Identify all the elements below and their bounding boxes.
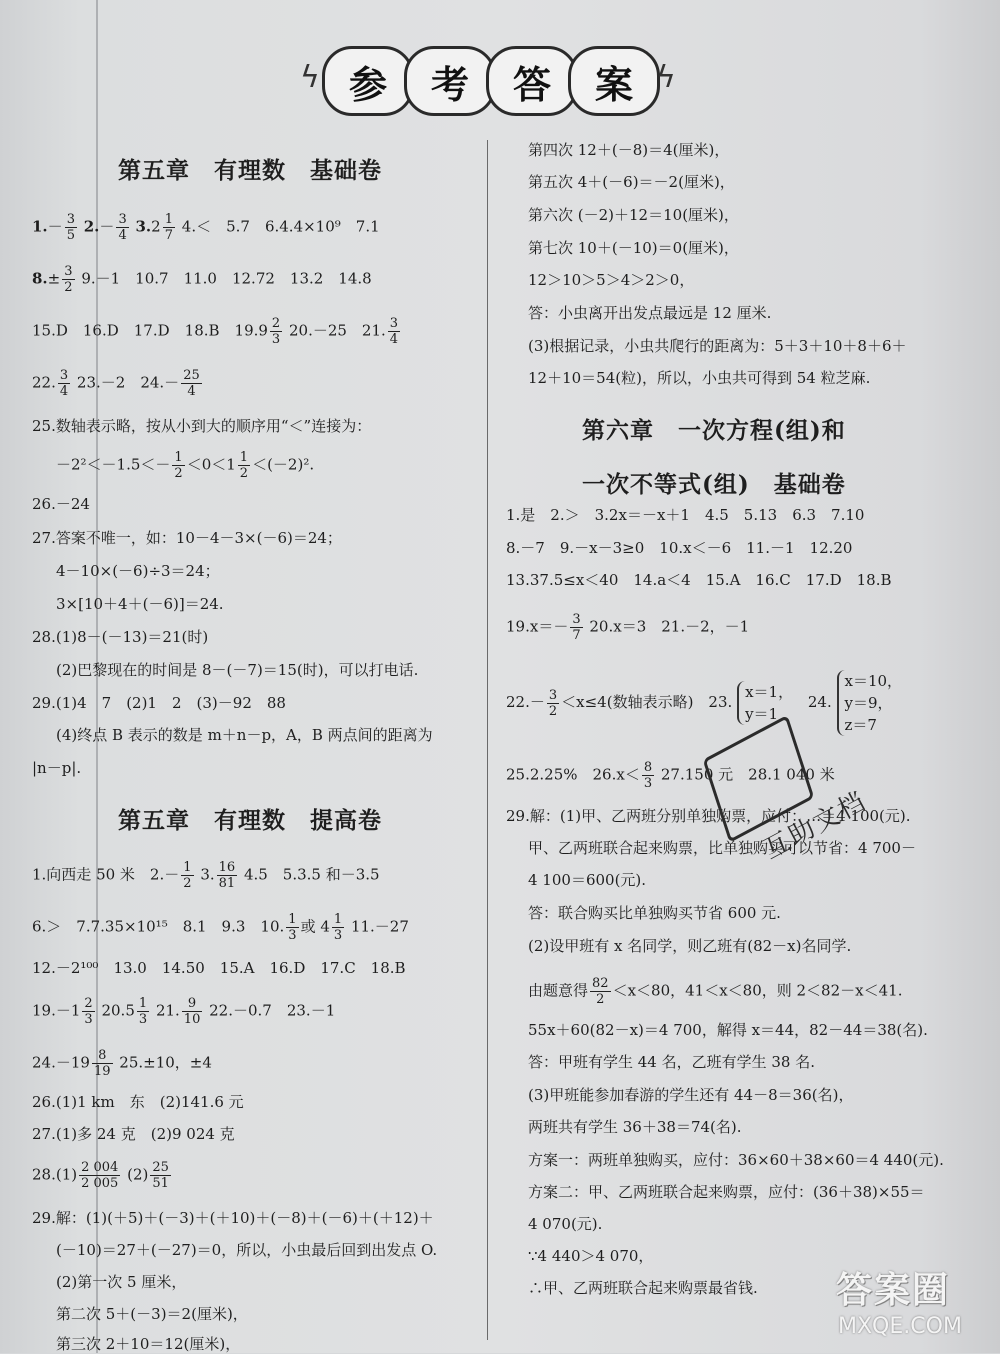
answer-text: 15.D 16.D 17.D 18.B 19.9 — [32, 321, 268, 340]
fraction — [217, 860, 238, 891]
answer-line-p26: 26.(1)1 km 东 (2)141.6 元 — [32, 1093, 244, 1111]
numerator: 2 — [84, 996, 93, 1011]
stamp-text: 互助文档 — [758, 786, 872, 866]
numerator: 3 — [548, 687, 558, 703]
answer-text: 19.x＝－ — [506, 617, 569, 636]
numerator: 1 — [239, 450, 249, 465]
answer-text: 19.－1 — [32, 1001, 81, 1020]
equation-row: x＝1， — [745, 683, 794, 701]
answer-line-q29b: (4)终点 B 表示的数是 m＋n－p，A，B 两点间的距离为 — [56, 726, 433, 744]
answer-text: 25.2.25% 26.x＜ — [506, 765, 640, 784]
fraction — [116, 212, 128, 243]
numerator: 25 — [183, 368, 200, 383]
answer-text: ＜0＜1 — [186, 455, 236, 474]
answer-line-q25b — [56, 450, 314, 481]
denominator: 3 — [333, 928, 343, 943]
numerator: 3 — [572, 612, 581, 627]
answer-line-p12: 12.－2¹⁰⁰ 13.0 14.50 15.A 16.D 17.C 18.B — [32, 959, 406, 977]
answer-text: 6.＞ 7.7.35×10¹⁵ 8.1 9.3 10. — [32, 917, 285, 936]
answer-text: 9.－1 10.7 11.0 12.72 13.2 14.8 — [81, 269, 372, 288]
answer-text: 22. — [32, 373, 56, 392]
denominator: 2 — [183, 876, 192, 891]
fraction — [137, 996, 149, 1027]
fraction — [163, 212, 175, 243]
banner-char-1: 参 — [322, 46, 414, 116]
fraction — [150, 1160, 171, 1191]
fraction — [182, 996, 203, 1027]
answer-line-p1 — [32, 860, 380, 891]
answer-line-r2: 第五次 4＋(－6)＝－2(厘米)， — [528, 173, 735, 191]
answer-line-r5: 12＞10＞5＞4＞2＞0， — [528, 271, 695, 289]
answer-text: 23.－2 24.－ — [76, 373, 180, 392]
answer-line-q8 — [32, 264, 372, 295]
answer-line-p29e: 第三次 2＋10＝12(厘米)， — [56, 1335, 241, 1353]
answer-line-s22 — [506, 670, 902, 736]
answer-line-q25a: 25.数轴表示略，按从小到大的顺序用“＜”连接为： — [32, 417, 372, 435]
answer-line-s13: 13.37.5≤x＜40 14.a＜4 15.A 16.C 17.D 18.B — [506, 571, 892, 589]
column-divider — [487, 140, 488, 1340]
denominator: 7 — [572, 628, 581, 643]
numerator: 8 — [643, 760, 653, 775]
answer-text: －2²＜－1.5＜－ — [56, 455, 171, 474]
answer-line-p29c: (2)第一次 5 厘米， — [56, 1273, 187, 1291]
answer-text: 11.－27 — [350, 917, 409, 936]
denominator: 51 — [152, 1176, 169, 1191]
answer-line-r8: 12＋10＝54(粒)，所以，小虫共可得到 54 粒芝麻. — [528, 369, 871, 387]
denominator: 19 — [93, 1064, 111, 1079]
answer-line-q28b: (2)巴黎现在的时间是 8－(－7)＝15(时)，可以打电话. — [56, 661, 419, 679]
answer-text: 27.150 元 28.1 040 米 — [660, 765, 835, 784]
lightning-left-icon: ϟ — [300, 60, 320, 95]
answer-line-s19 — [506, 612, 749, 643]
numerator: 3 — [389, 316, 399, 331]
section-title-ch6-b: 一次不等式(组) 基础卷 — [582, 471, 846, 498]
equation-row: x＝10， — [844, 672, 903, 690]
answer-text: － — [47, 217, 63, 236]
fraction — [642, 760, 654, 791]
answer-text: (2) — [127, 1165, 149, 1184]
fraction — [58, 368, 70, 399]
numerator: 1 — [164, 212, 173, 227]
answer-line-q26: 26.－24 — [32, 495, 90, 513]
answer-text: ± — [47, 269, 61, 288]
denominator: 4 — [118, 228, 127, 243]
answer-line-q15 — [32, 316, 402, 347]
answer-line-s29a: 29.解：(1)甲、乙两班分别单独购票，应付：…＝4 100(元). — [506, 807, 911, 825]
numerator: 3 — [118, 212, 127, 227]
answer-line-s29i: (3)甲班能参加春游的学生还有 44－8＝36(名)， — [528, 1086, 854, 1104]
watermark-logo-text: 答案圈 — [836, 1270, 951, 1311]
fraction — [79, 1160, 120, 1191]
q-num: 1. — [32, 217, 48, 236]
denominator: 3 — [643, 776, 653, 791]
answer-line-s1: 1.是 2.＞ 3.2x＝－x＋1 4.5 5.13 6.3 7.10 — [506, 506, 865, 524]
banner-char-2: 考 — [404, 46, 496, 116]
answer-line-p6 — [32, 912, 409, 943]
answer-line-r4: 第七次 10＋(－10)＝0(厘米)， — [528, 239, 739, 257]
answer-line-p29a: 29.解：(1)(＋5)＋(－3)＋(＋10)＋(－8)＋(－6)＋(＋12)＋ — [32, 1209, 434, 1227]
numerator: 2 — [271, 316, 281, 331]
numerator: 16 — [218, 860, 236, 875]
answer-line-q27a: 27.答案不唯一，如：10－4－3×(－6)＝24； — [32, 529, 342, 547]
denominator: 81 — [218, 876, 236, 891]
answer-line-s29e: (2)设甲班有 x 名同学，则乙班有(82－x)名同学. — [528, 937, 852, 955]
denominator: 3 — [138, 1012, 148, 1027]
section-title-ch5-basic: 第五章 有理数 基础卷 — [118, 157, 382, 184]
fraction — [286, 912, 298, 943]
answer-line-s29g: 55x＋60(82－x)＝4 700，解得 x＝44，82－44＝38(名). — [528, 1021, 928, 1039]
denominator: 2 005 — [81, 1176, 119, 1191]
numerator: 9 — [182, 996, 203, 1012]
answer-text: 28.(1) — [32, 1165, 78, 1184]
answer-text: 3. — [200, 865, 215, 884]
answer-text: ＜x≤4(数轴表示略) 23. — [561, 693, 733, 711]
equation-system-24 — [837, 670, 903, 736]
numerator: 1 — [333, 912, 343, 927]
denominator: 3 — [84, 1012, 93, 1027]
fraction — [62, 264, 74, 295]
fraction — [92, 1048, 113, 1079]
denominator: 7 — [164, 228, 173, 243]
answer-text: － — [99, 217, 115, 236]
banner-char-3: 答 — [486, 46, 578, 116]
section-title-ch5-advanced: 第五章 有理数 提高卷 — [118, 807, 382, 834]
fraction — [570, 612, 582, 643]
answer-text: 或 4 — [300, 917, 330, 936]
q-num: 8. — [32, 269, 48, 288]
answer-text: 20.x＝3 21.－2，－1 — [589, 617, 750, 636]
banner-char-4: 案 — [568, 46, 660, 116]
watermark-url: MXQE.COM — [838, 1314, 962, 1339]
answer-line-q29a: 29.(1)4 7 (2)1 2 (3)－92 88 — [32, 694, 286, 712]
answer-text: 20.5 — [101, 1001, 135, 1020]
numerator: 1 — [138, 996, 148, 1011]
numerator: 1 — [174, 450, 183, 465]
answer-line-s8: 8.－7 9.－x－3≥0 10.x＜－6 11.－1 12.20 — [506, 539, 853, 557]
answer-line-s29o: ∴甲、乙两班联合起来购票最省钱. — [528, 1279, 758, 1297]
answer-text: 1.向西走 50 米 2.－ — [32, 865, 180, 884]
answer-line-p29b: (－10)＝27＋(－27)＝0，所以，小虫最后回到出发点 O. — [56, 1241, 438, 1259]
answer-line-s29m: 4 070(元). — [528, 1215, 603, 1233]
numerator: 1 — [183, 860, 192, 875]
numerator: 2 004 — [81, 1160, 119, 1175]
answer-line-s29d: 答：联合购买比单独购买节省 600 元. — [528, 904, 781, 922]
answer-text: 4.＜ 5.7 6.4.4×10⁹ 7.1 — [181, 217, 380, 236]
answer-banner — [300, 40, 680, 116]
answer-text: 24.－19 — [32, 1053, 90, 1072]
denominator: 3 — [288, 928, 297, 943]
answer-line-q22 — [32, 368, 204, 399]
answer-line-p27: 27.(1)多 24 克 (2)9 024 克 — [32, 1125, 235, 1143]
denominator: 2 — [548, 703, 558, 719]
answer-line-p24 — [32, 1048, 212, 1079]
denominator: 4 — [187, 384, 196, 399]
answer-line-r1: 第四次 12＋(－8)＝4(厘米)， — [528, 141, 730, 159]
denominator: 10 — [183, 1012, 201, 1027]
fraction — [65, 212, 77, 243]
answer-text: 24. — [807, 693, 832, 711]
answer-line-q29c: |n－p|. — [32, 759, 82, 777]
answer-text: 25.±10，±4 — [119, 1053, 212, 1072]
answer-line-q27c: 3×[10＋4＋(－6)]＝24. — [56, 595, 224, 613]
fraction — [181, 368, 202, 399]
equation-row: y＝9， — [844, 694, 893, 712]
fraction — [332, 912, 344, 943]
equation-row: z＝7 — [844, 716, 877, 734]
fraction — [238, 450, 250, 481]
answer-text: ＜(－2)². — [252, 455, 315, 474]
answer-line-s29b: 甲、乙两班联合起来购票，比单独购买可以节省：4 700－ — [528, 839, 916, 857]
fraction — [172, 450, 184, 481]
q-num: 2. — [83, 217, 100, 236]
answer-text: 22.－ — [506, 693, 545, 711]
numerator: 82 — [592, 976, 609, 991]
answer-line-q1 — [32, 212, 380, 243]
numerator: 3 — [64, 264, 73, 279]
denominator: 2 — [64, 280, 73, 295]
answer-line-q27b: 4－10×(－6)÷3＝24； — [56, 562, 220, 580]
q-num: 3. — [135, 217, 152, 236]
site-watermark — [832, 1262, 1000, 1352]
answer-text: 21. — [155, 1001, 180, 1020]
answer-text: 20.－25 21. — [288, 321, 386, 340]
fraction — [388, 316, 400, 347]
answer-line-p19 — [32, 996, 335, 1027]
denominator: 2 — [596, 992, 605, 1007]
answer-line-r7: (3)根据记录，小虫共爬行的距离为：5＋3＋10＋8＋6＋ — [528, 337, 907, 355]
fraction — [590, 976, 611, 1007]
numerator: 8 — [92, 1048, 113, 1064]
section-title-ch6-a: 第六章 一次方程(组)和 — [582, 417, 846, 444]
answer-line-p28 — [32, 1160, 173, 1191]
denominator: 2 — [239, 466, 249, 481]
numerator: 3 — [66, 212, 75, 227]
denominator: 3 — [271, 332, 281, 347]
lightning-right-icon: ϟ — [656, 60, 676, 95]
answer-text: 2 — [151, 217, 161, 236]
answer-line-r3: 第六次 (－2)＋12＝10(厘米)， — [528, 206, 739, 224]
answer-text: 4.5 5.3.5 和－3.5 — [243, 865, 380, 884]
answer-line-p29d: 第二次 5＋(－3)＝2(厘米)， — [56, 1305, 248, 1323]
answer-line-s29h: 答：甲班有学生 44 名，乙班有学生 38 名. — [528, 1053, 816, 1071]
fraction — [270, 316, 282, 347]
equation-row: y＝1 — [745, 705, 779, 723]
answer-line-s29c: 4 100＝600(元). — [528, 871, 647, 889]
numerator: 3 — [59, 368, 69, 383]
denominator: 4 — [389, 332, 399, 347]
denominator: 2 — [174, 466, 183, 481]
fraction — [82, 996, 94, 1027]
denominator: 4 — [59, 384, 69, 399]
answer-line-s29f — [528, 976, 902, 1007]
answer-text: ＜x＜80，41＜x＜80，则 2＜82－x＜41. — [612, 981, 903, 1000]
answer-text: 22.－0.7 23.－1 — [209, 1001, 336, 1020]
answer-line-r6: 答：小虫离开出发点最远是 12 厘米. — [528, 304, 772, 322]
answer-line-s29j: 两班共有学生 36＋38＝74(名). — [528, 1118, 742, 1136]
answer-text: 由题意得 — [528, 981, 589, 1000]
answer-line-s29k: 方案一：两班单独购买，应付：36×60＋38×60＝4 440(元). — [528, 1151, 944, 1169]
fraction — [547, 688, 559, 719]
answer-line-q28a: 28.(1)8－(－13)＝21(时) — [32, 628, 209, 646]
answer-line-s29n: ∵4 440＞4 070， — [528, 1247, 654, 1265]
numerator: 1 — [288, 912, 297, 927]
denominator: 5 — [66, 228, 75, 243]
fraction — [181, 860, 193, 891]
numerator: 25 — [152, 1160, 169, 1175]
answer-line-s29l: 方案二：甲、乙两班联合起来购票，应付：(36＋38)×55＝ — [528, 1183, 925, 1201]
